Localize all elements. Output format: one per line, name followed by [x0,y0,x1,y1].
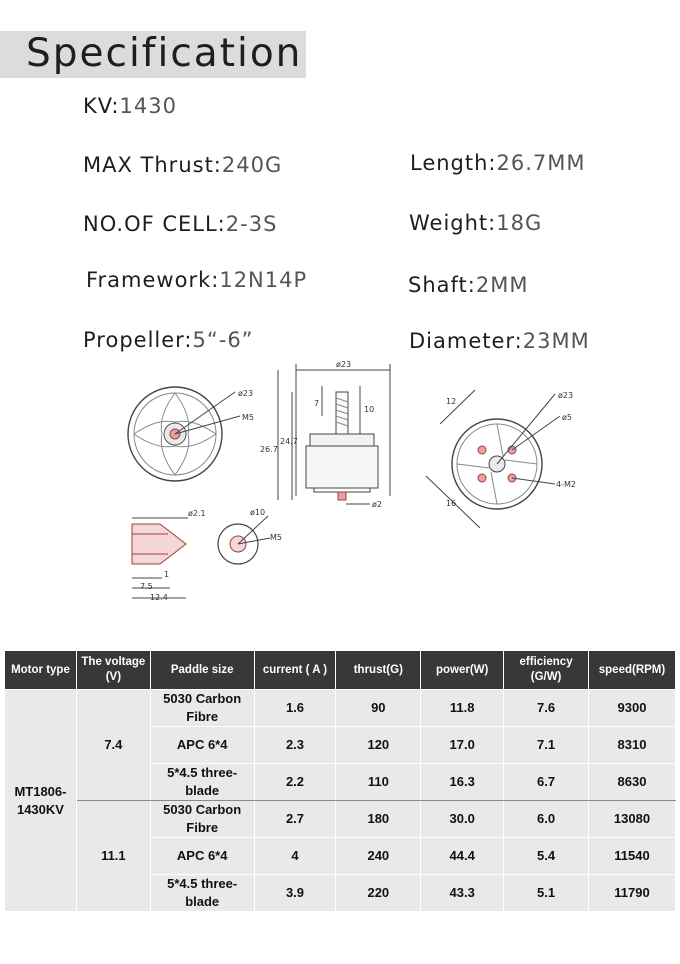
dim-washer-10: ø10 [250,508,266,517]
power-cell: 30.0 [421,801,504,838]
paddle-cell: 5030 Carbon Fibre [150,801,254,838]
column-header: thrust(G) [336,651,421,690]
speed-cell: 13080 [589,801,676,838]
speed-cell: 8630 [589,764,676,801]
dim-nut-75: 7.5 [140,582,153,591]
thrust-cell: 90 [336,690,421,727]
thrust-cell: 180 [336,801,421,838]
speed-cell: 11790 [589,875,676,912]
spec-value: 2MM [475,273,529,297]
spec-label: Framework: [86,268,220,292]
paddle-cell: 5*4.5 three-blade [150,764,254,801]
spec-diameter [409,327,590,355]
front-view [128,387,240,481]
dim-side-shaft: ø2 [372,500,382,509]
spec-value: 2-3S [225,212,278,236]
power-cell: 16.3 [421,764,504,801]
thrust-cell: 240 [336,838,421,875]
dim-side-10: 10 [364,405,375,414]
power-cell: 17.0 [421,727,504,764]
thrust-cell: 120 [336,727,421,764]
dim-nut-21: ø2.1 [188,509,206,518]
dim-front-m5: M5 [242,413,254,422]
test-data-table [4,650,676,912]
dim-rear-12: 12 [446,397,457,406]
paddle-cell: APC 6*4 [150,838,254,875]
efficiency-cell: 5.1 [504,875,589,912]
speed-cell: 9300 [589,690,676,727]
paddle-cell: 5*4.5 three-blade [150,875,254,912]
spec-value: 1430 [119,94,177,118]
dim-side-top: ø23 [336,360,352,369]
current-cell: 2.3 [254,727,336,764]
dim-rear-5: ø5 [562,413,572,422]
efficiency-cell: 6.0 [504,801,589,838]
table-row [5,690,676,727]
table-row [5,801,676,838]
dim-rear-dia: ø23 [558,391,574,400]
spec-label: NO.OF CELL: [83,212,226,236]
power-cell: 44.4 [421,838,504,875]
current-cell: 3.9 [254,875,336,912]
spec-value: 5“-6” [192,328,254,352]
table-header-row [5,651,676,690]
dim-rear-16: 16 [446,499,457,508]
dim-side-247: 24.7 [280,437,298,446]
spec-kv [83,92,177,120]
thrust-cell: 110 [336,764,421,801]
thrust-cell: 220 [336,875,421,912]
efficiency-cell: 7.1 [504,727,589,764]
current-cell: 1.6 [254,690,336,727]
spec-value: 26.7MM [496,151,586,175]
dim-front-dia: ø23 [238,389,254,398]
column-header: Motor type [5,651,77,690]
current-cell: 2.7 [254,801,336,838]
spec-weight [409,209,542,237]
efficiency-cell: 6.7 [504,764,589,801]
column-header: The voltage (V) [76,651,150,690]
power-cell: 43.3 [421,875,504,912]
motor-type-cell: MT1806-1430KV [5,690,77,912]
spec-value: 23MM [522,329,590,353]
power-cell: 11.8 [421,690,504,727]
spec-propeller [83,326,254,354]
side-view [278,364,390,504]
spec-value: 240G [221,153,283,177]
dim-side-267: 26.7 [260,445,278,454]
speed-cell: 11540 [589,838,676,875]
spec-label: Weight: [409,211,497,235]
spec-label: Propeller: [83,328,193,352]
spec-value: 12N14P [219,268,308,292]
spec-label: Shaft: [408,273,476,297]
column-header: Paddle size [150,651,254,690]
column-header: current ( A ) [254,651,336,690]
spec-framework [86,266,307,294]
spec-length [410,149,586,177]
voltage-cell: 7.4 [76,690,150,801]
spec-label: KV: [83,94,120,118]
efficiency-cell: 5.4 [504,838,589,875]
voltage-cell: 11.1 [76,801,150,912]
spec-max-thrust [83,151,282,179]
speed-cell: 8310 [589,727,676,764]
dim-side-7: 7 [314,399,320,408]
column-header: power(W) [421,651,504,690]
current-cell: 2.2 [254,764,336,801]
motor-technical-drawing [110,356,590,612]
paddle-cell: APC 6*4 [150,727,254,764]
dim-nut-1: 1 [164,570,170,579]
dim-nut-124: 12.4 [150,593,168,602]
dim-rear-m2: 4-M2 [556,480,576,489]
current-cell: 4 [254,838,336,875]
washer [218,516,270,564]
dim-washer-m5: M5 [270,533,282,542]
spec-label: Diameter: [409,329,523,353]
efficiency-cell: 7.6 [504,690,589,727]
paddle-cell: 5030 Carbon Fibre [150,690,254,727]
column-header: speed(RPM) [589,651,676,690]
spec-label: Length: [410,151,497,175]
column-header: efficiency (G/W) [504,651,589,690]
spec-cells [83,210,277,238]
spec-label: MAX Thrust: [83,153,222,177]
spec-value: 18G [496,211,543,235]
page-title: Specification [26,31,303,76]
spec-shaft [408,271,528,299]
